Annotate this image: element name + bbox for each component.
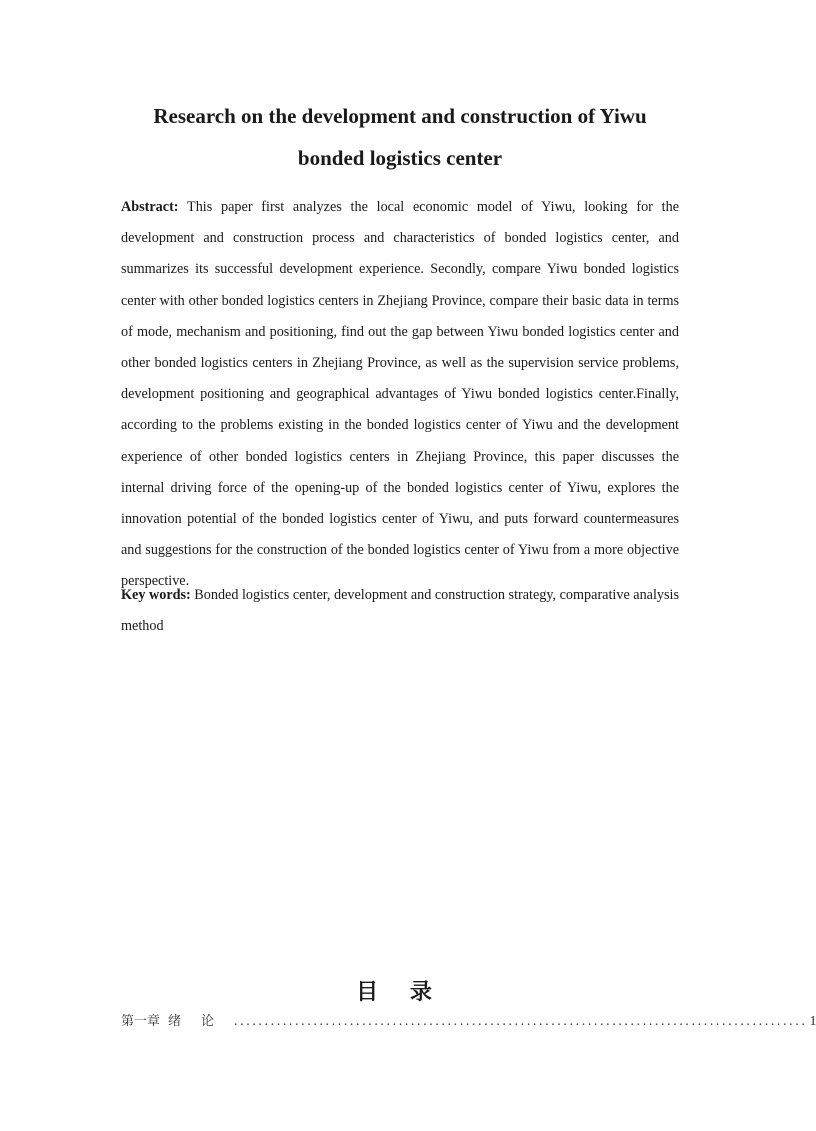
abstract-label: Abstract: <box>121 199 179 215</box>
toc-entry-name: 绪论 <box>168 1014 235 1029</box>
keywords-label: Key words: <box>121 587 191 603</box>
toc-entry-leader: .............................................................................................. <box>234 1014 808 1029</box>
toc-entry[interactable] <box>121 1011 816 1033</box>
keywords-text: Bonded logistics center, development and construction strategy, comparative analysis method <box>121 587 679 635</box>
toc-entry-chapter: 第一章 <box>121 1014 161 1029</box>
toc-title: 目 录 <box>356 980 444 1005</box>
keywords-paragraph <box>121 580 679 642</box>
abstract-text: This paper first analyzes the local economic model of Yiwu, looking for the development and construction process and characteristics of bonded logistics center, and summarizes its successful development experience. Secondly, compare Yiwu bonded logistics center with other bonded logistics centers in Zhejiang Province, compare their basic data in terms of mode, mechanism and positioning, find out the gap between Yiwu bonded logistics center and other bonded logistics centers in Zhejiang Province, as well as the supervision service problems, development positioning and geographical advantages of Yiwu bonded logistics center.Finally, according to the problems existing in the bonded logistics center of Yiwu and the development experience of other bonded logistics centers in Zhejiang Province, this paper discusses the internal driving force of the opening-up of the bonded logistics center of Yiwu, explores the innovation potential of the bonded logistics center of Yiwu, and puts forward countermeasures and suggestions for the construction of the bonded logistics center of Yiwu from a more objective perspective. <box>121 199 679 590</box>
paper-title-line-1: Research on the development and construction of Yiwu <box>153 104 647 128</box>
paper-title-line-2: bonded logistics center <box>297 146 503 170</box>
abstract-paragraph <box>121 192 679 598</box>
toc-entry-page-number: 1 <box>809 1014 816 1029</box>
